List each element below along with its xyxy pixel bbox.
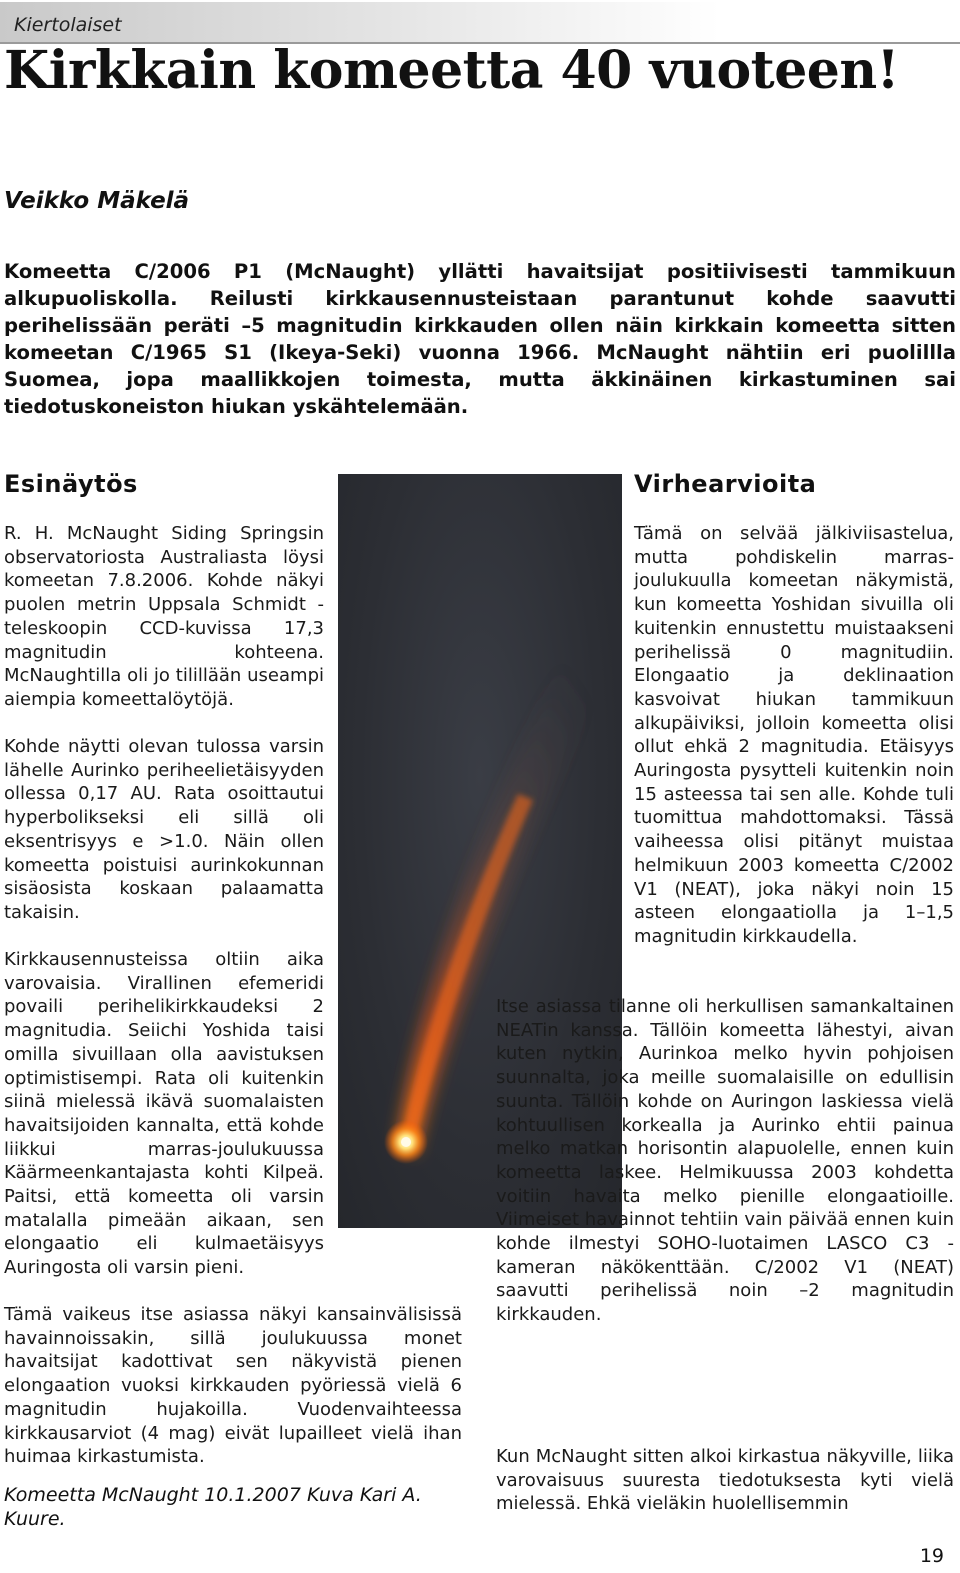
photo-caption: Komeetta McNaught 10.1.2007 Kuva Kari A. Kuure.	[4, 1484, 422, 1530]
article-author: Veikko Mäkelä	[4, 188, 190, 214]
heading-esinaytos: Esinäytös	[4, 470, 138, 498]
section-header-bar	[0, 2, 960, 44]
left-paragraph-3: Kirkkausennusteissa oltiin aika varovaisia. Virallinen efemeridi povaili perihelikirkkaudeksi 2 magnitudia. Seiichi Yoshida taisi omilla sivuillaan olla aavistuksen optimistisempi. Rata oli kuitenkin siinä mielessä ikävä suomalaisten havaitsijoiden kannalta, että kohde liikkui marras-joulukuussa Käärmeenkantajasta kohti Kilpeä. Paitsi, että komeetta oli varsin matalalla pimeään aikaan, sen elongaatio eli kulmaetäisyys Auringosta oli varsin pieni.	[4, 949, 324, 1279]
article-intro: Komeetta C/2006 P1 (McNaught) yllätti havaitsijat positiivisesti tammikuun alkupuoliskolla. Reilusti kirkkausennusteistaan parantunut kohde saavutti perihelissään peräti –5 magnitudin kirkkauden ollen näin kirkkain komeetta sitten komeetan C/1965 S1 (Ikeya-Seki) vuonna 1966. McNaught nähtiin eri puolillla Suomea, jopa maallikkojen toimesta, mutta äkkinäinen kirkastuminen sai tiedotuskoneiston hiukan yskähtelemään.	[4, 260, 956, 418]
right-paragraph-2: Itse asiassa tilanne oli herkullisen samankaltainen NEATin kanssa. Tällöin komeetta lähestyi, aivan kuten nytkin, Aurinkoa melko hyvin pohjoisen suunnalta, joka meille suomalaisille on edullisin suunta. Tällöin kohde on Auringon laskiessa vielä kohtuullisen korkealla ja Aurinko ehtii painua melko matkan horisontin alapuolelle, ennen kuin komeetta laskee. Helmikuussa 2003 kohdetta voitiin havaita melko pienille elongaatioille. Viimeiset havainnot tehtiin vain päivää ennen kuin kohde ilmestyi SOHO-luotaimen LASCO C3 -kameran näkökenttään. C/2002 V1 (NEAT) saavutti perihelissä noin –2 magnitudin kirkkauden.	[496, 996, 954, 1326]
right-paragraph-1: Tämä on selvää jälkiviisastelua, mutta pohdiskelin marras-joulukuulla komeetan näkymistä, kun komeetta Yoshidan sivuilla oli kuitenkin ennustettu muistaakseni perihelissä 0 magnitudiin. Elongaatio ja deklinaation kasvoivat hiukan tammikuun alkupäiviksi, jolloin komeetta olisi ollut ehkä 2 magnitudia. Etäisyys Auringosta pysytteli kuitenkin noin 15 asteessa tai sen alle. Kohde tuli tuomittua mahdottomaksi. Tässä vaiheessa olisi pitänyt muistaa helmikuun 2003 komeetta C/2002 V1 (NEAT), joka näkyi noin 15 asteen elongaatiolla ja 1–1,5 magnitudin kirkkaudella.	[634, 523, 954, 947]
left-paragraph-4: Tämä vaikeus itse asiassa näkyi kansainvälisissä havainnoissakin, sillä joulukuussa monet havaitsijat kadottivat sen näkyvistä pienen elongaation vuoksi kirkkauden pyöriessä vielä 6 magnitudin hujakoilla. Vuodenvaihteessa kirkkausarviot (4 mag) eivät lupailleet vielä ihan huimaa kirkastumista.	[4, 1304, 462, 1468]
right-paragraph-3: Kun McNaught sitten alkoi kirkastua näkyville, liika varovaisuus suuresta tiedotuksesta kyti vielä mielessä. Ehkä vieläkin huolellisemmin	[496, 1446, 954, 1515]
article-title: Kirkkain komeetta 40 vuoteen!	[4, 40, 899, 101]
left-paragraph-1: R. H. McNaught Siding Springsin observatoriosta Australiasta löysi komeetan 7.8.2006. Kohde näkyi puolen metrin Uppsala Schmidt -teleskoopin CCD-kuvissa 17,3 magnitudin kohteena. McNaughtilla oli jo tilillään useampi aiempia komeettalöytöjä.	[4, 523, 324, 710]
section-label: Kiertolaiset	[14, 14, 122, 36]
left-paragraph-2: Kohde näytti olevan tulossa varsin lähelle Aurinko periheelietäisyyden ollessa 0,17 AU. Rata osoittautui hyperbolikseksi eli sillä oli eksentrisyys e >1.0. Näin ollen komeetta poistuisi aurinkokunnan sisäosista koskaan palaamatta takaisin.	[4, 736, 324, 923]
page-number: 19	[919, 1545, 944, 1567]
heading-virhearvioita: Virhearvioita	[634, 470, 817, 498]
